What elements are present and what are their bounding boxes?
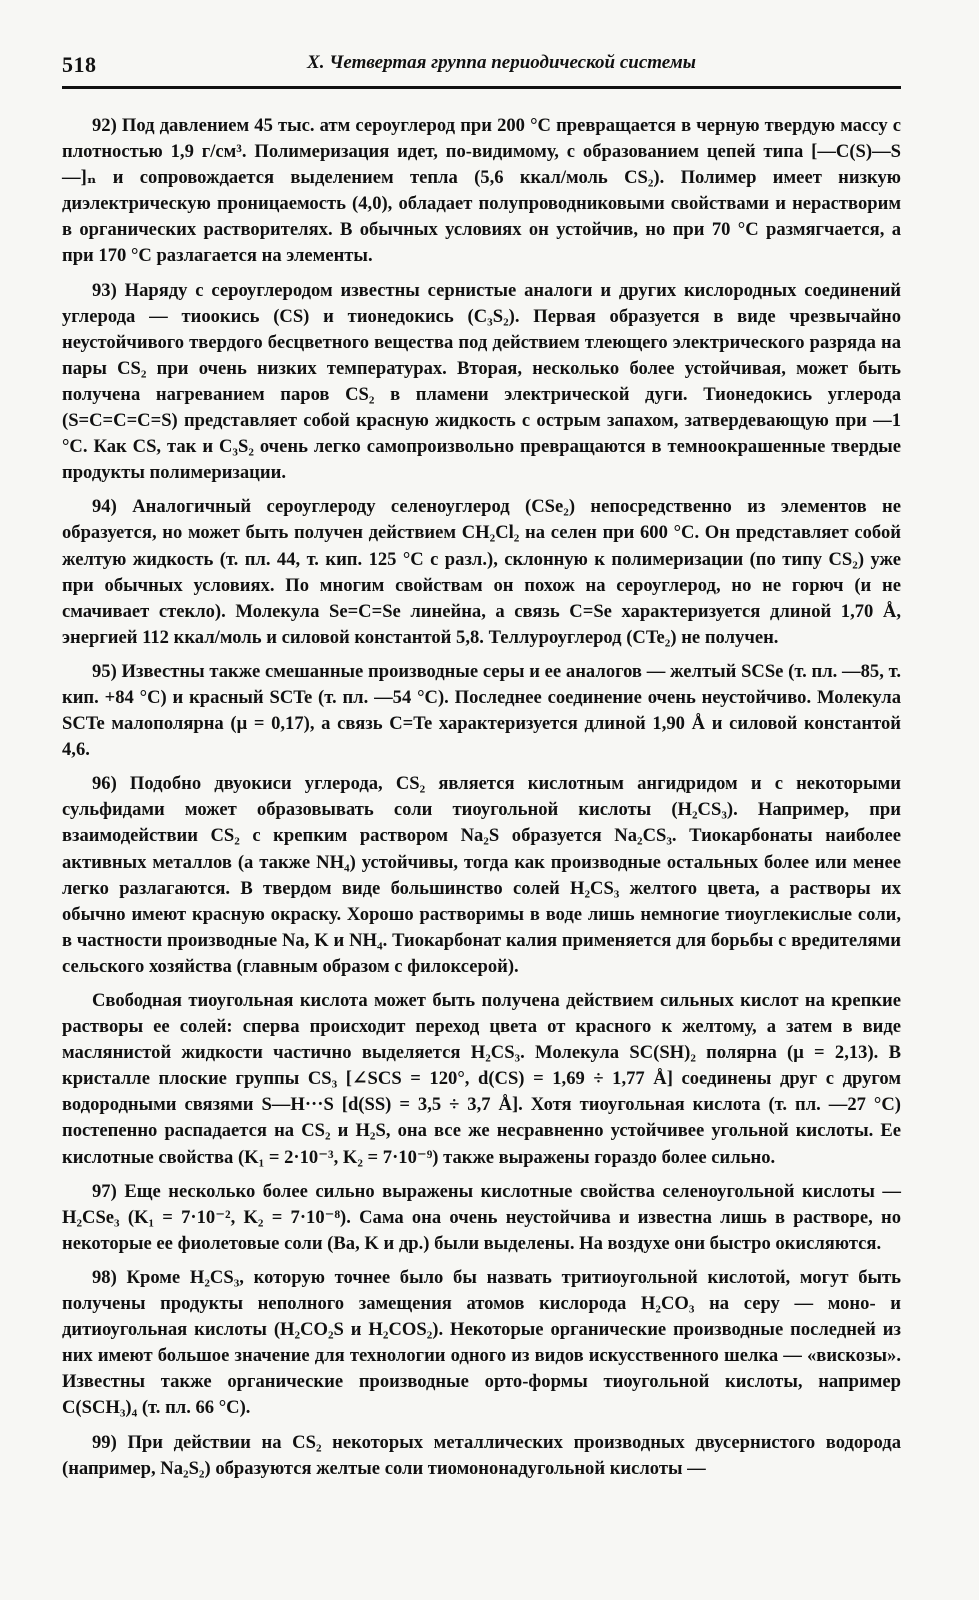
paragraph-95: 95) Известны также смешанные производные серы и ее аналогов — желтый SCSe (т. пл. —85, т. кип. +84 °С) и красный SCTe (т. пл. —54 °С). Последнее соединение очень неустойчиво. Молекула SCTe малополярна (μ = 0,17), а связь C=Te характеризуется длиной 1,90 Å и силовой константой 4,6.	[62, 660, 901, 761]
paragraph-98: 98) Кроме H₂CS₃, которую точнее было бы назвать тритиоугольной кислотой, могут быть получены продукты неполного замещения атомов кислорода H₂CO₃ на серу — моно- и дитиоугольная кислоты (H₂CO₂S и H₂COS₂). Некоторые органические производные последней из них имеют большое значение для технологии одного из видов искусственного шелка — «вискозы». Известны также органические производные орто-формы тиоугольной кислоты, например C(SCH₃)₄ (т. пл. 66 °С).	[62, 1266, 901, 1419]
paragraph-94: 94) Аналогичный сероуглероду селеноуглерод (CSe₂) непосредственно из элементов не образуется, но может быть получен действием CH₂Cl₂ на селен при 600 °С. Он представляет собой желтую жидкость (т. пл. 44, т. кип. 125 °С с разл.), склонную к полимеризации (по типу CS₂) уже при обычных условиях. По многим свойствам он похож на сероуглерод, но не горюч (и не смачивает стекло). Молекула Se=C=Se линейна, а связь C=Se характеризуется длиной 1,70 Å, энергией 112 ккал/моль и силовой константой 5,8. Теллуроуглерод (CTe₂) не получен.	[62, 496, 901, 648]
paragraph-96: 96) Подобно двуокиси углерода, CS₂ является кислотным ангидридом и с некоторыми сульфидами может образовывать соли тиоугольной кислоты (H₂CS₃). Например, при взаимодействии CS₂ с крепким раствором Na₂S образуется Na₂CS₃. Тиокарбонаты наиболее активных металлов (а также NH₄) устойчивы, тогда как производные остальных более или менее легко разлагаются. В твердом виде большинство солей H₂CS₃ желтого цвета, а растворы их обычно имеют красную окраску. Хорошо растворимы в воде лишь немногие тиоуглекислые соли, в частности производные Na, K и NH₄. Тиокарбонат калия применяется для борьбы с вредителями сельского хозяйства (главным образом с филоксерой).	[62, 773, 901, 977]
paragraph-97: 97) Еще несколько более сильно выражены кислотные свойства селеноугольной кислоты — H₂CSe₃ (K₁ = 7·10⁻², K₂ = 7·10⁻⁸). Сама она очень неустойчива и известна лишь в растворе, но некоторые ее фиолетовые соли (Ba, K и др.) были выделены. На воздухе они быстро окисляются.	[62, 1180, 901, 1254]
paragraph-99: 99) При действии на CS₂ некоторых металлических производных двусернистого водорода (например, Na₂S₂) образуются желтые соли тиомононадугольной кислоты —	[62, 1431, 901, 1479]
running-head	[62, 52, 901, 80]
body-text	[62, 113, 901, 1482]
paragraph-92: 92) Под давлением 45 тыс. атм сероуглерод при 200 °С превращается в черную твердую массу с плотностью 1,9 г/см³. Полимеризация идет, по-видимому, с образованием цепей типа [—C(S)—S—]ₙ и сопровождается выделением тепла (5,6 ккал/моль CS₂). Полимер имеет низкую диэлектрическую проницаемость (4,0), обладает полупроводниковыми свойствами и нерастворим в органических растворителях. В обычных условиях он устойчив, но при 70 °С размягчается, а при 170 °С разлагается на элементы.	[62, 115, 901, 267]
paragraph-96-continued: Свободная тиоугольная кислота может быть получена действием сильных кислот на крепкие растворы ее солей: сперва происходит переход цвета от красного к желтому, а затем в виде маслянистой жидкости частично выделяется H₂CS₃. Молекула SC(SH)₂ полярна (μ = 2,13). В кристалле плоские группы CS₃ [∠SCS = 120°, d(CS) = 1,69 ÷ 1,77 Å] соединены друг с другом водородными связями S—H···S [d(SS) = 3,5 ÷ 3,7 Å]. Хотя тиоугольная кислота (т. пл. —27 °С) постепенно распадается на CS₂ и H₂S, она все же несравненно устойчивее угольной кислоты. Ее кислотные свойства (K₁ = 2·10⁻³, K₂ = 7·10⁻⁹) также выражены гораздо более сильно.	[62, 990, 901, 1168]
running-title: X. Четвертая группа периодической системы	[307, 52, 696, 73]
paragraph-93: 93) Наряду с сероуглеродом известны сернистые аналоги и других кислородных соединений углерода — тиоокись (CS) и тионедокись (C₃S₂). Первая образуется в виде чрезвычайно неустойчивого твердого бесцветного вещества под действием тлеющего электрического разряда на пары CS₂ при очень низких температурах. Вторая, несколько более устойчивая, может быть получена нагреванием паров CS₂ в пламени электрической дуги. Тионедокись углерода (S=C=C=C=S) представляет собой красную жидкость с острым запахом, затвердевающую при —1 °С. Как CS, так и C₃S₂ очень легко самопроизвольно превращаются в темноокрашенные твердые продукты полимеризации.	[62, 279, 901, 484]
header-rule	[62, 86, 901, 89]
page-number: 518	[62, 52, 97, 77]
